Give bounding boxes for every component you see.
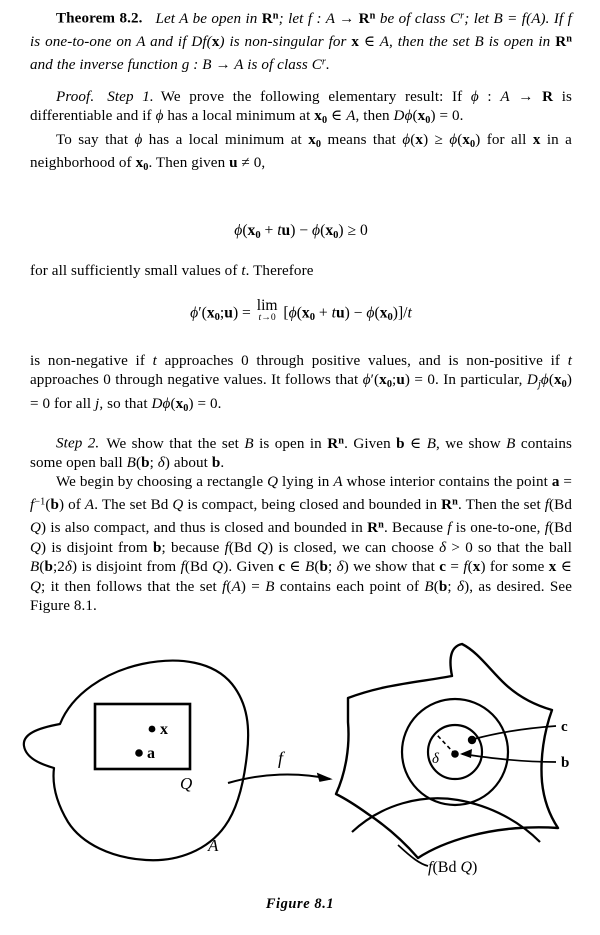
step1-paragraph-4: [30, 352, 572, 418]
label-Q: Q: [180, 774, 193, 793]
limit-operator: lim t→0: [256, 297, 278, 323]
point-b-label: b: [561, 755, 570, 771]
figure-8-1: [0, 636, 600, 930]
leader-line-b-arrowhead: [460, 749, 472, 758]
rectangle-Q: [95, 704, 190, 769]
theorem-paragraph: [30, 6, 572, 75]
point-a-dot: [135, 749, 143, 757]
body-text-block-2: [30, 262, 572, 281]
point-c-dot: [468, 736, 476, 744]
step1-text-1: We prove the following elementary result: If ϕ : A → R is differentiable and if ϕ has a local minimum at $x_0$ ∈ A, then $D\phi(x_0) = 0$.: [30, 89, 572, 127]
step2-paragraph-2: [30, 473, 572, 616]
step2-text-1: We show that the set B is open in $R^n$. Given b ∈ B, we show B contains some open ball B(b; δ) about b.: [30, 434, 572, 471]
step2-text-2: We begin by choosing a rectangle Q lying in A whose interior contains the point $a = f^{-1}(b)$ of A. The set Bd Q is compact, being closed and bounded in $R^n$. Then the set f(Bd Q) is also compact, and thus is closed and bounded in $R^n$. Because f is one-to-one, f(Bd Q) is disjoint from b; because f(Bd Q) is closed, we can choose δ > 0 so that the ball B(b;2δ) is disjoint from f(Bd Q). Given c ∈ B(b; δ) we show that c = f(x) for some x ∈ Q; it then follows that the set f(A) = B contains each point of B(b; δ), as desired. See Figure 8.1.: [30, 474, 572, 615]
point-x-dot: [149, 726, 156, 733]
point-x-label: x: [160, 721, 168, 738]
delta-radius-line: [437, 735, 455, 754]
step1-text-3: for all sufficiently small values of t. Therefore: [30, 263, 314, 279]
proof-label: Proof.: [56, 89, 95, 106]
body-text-block: [30, 6, 572, 177]
step2-paragraph-1: [30, 431, 572, 473]
step1-label: Step 1.: [107, 89, 154, 106]
theorem-statement: Let A be open in $R^n$; let f : $A \to R^n$ be of class $C^r$; let B = f(A). If f is one-to-one on A and if Df(x) is non-singular for x ∈ A, then the set B is open in $R^n$ and the inverse function g : B → A is of class $C^r$.: [30, 10, 573, 73]
displayed-equation-1: $\phi(x_0 + tu) - \phi(x_0) \ge 0$: [234, 222, 368, 241]
point-b-dot: [451, 750, 459, 758]
step1-text-2: To say that ϕ has a local minimum at $x_0$ means that $\phi(x) \ge \phi(x_0)$ for all x in a neighborhood of $x_0$. Then given u ≠ 0,: [30, 131, 572, 173]
image-blob-fBdQ: [336, 644, 558, 858]
delta-label: δ: [432, 751, 439, 767]
proof-step1-paragraph: [30, 88, 572, 131]
map-arrow-head: [318, 774, 330, 781]
step1-paragraph-3: [30, 262, 572, 281]
step1-paragraph-2: [30, 131, 572, 178]
displayed-equation-2: $\phi'(x_0;u)$ = lim t→0 $[\phi(x_0 + tu) - \phi(x_0)]/t$: [190, 297, 412, 324]
point-c-label: c: [561, 719, 568, 735]
step1-text-4: is non-negative if t approaches 0 through positive values, and is non-positive if t approaches 0 through negative values. It follows that $\phi'(x_0;u) = 0$. In particular, $D_j\phi(x_0) = 0$ for all j, so that $D\phi(x_0) = 0$.: [30, 353, 572, 414]
domain-blob-A: [24, 661, 248, 861]
theorem-label: Theorem 8.2.: [56, 10, 143, 27]
label-A: A: [208, 836, 219, 855]
body-text-block-3: [30, 352, 572, 616]
point-a-label: a: [147, 745, 155, 762]
label-fBdQ: f(Bd Q): [428, 859, 478, 876]
map-arrow-label-f: f: [278, 748, 284, 768]
step2-label: Step 2.: [56, 435, 100, 452]
figure-caption: Figure 8.1: [265, 896, 335, 912]
